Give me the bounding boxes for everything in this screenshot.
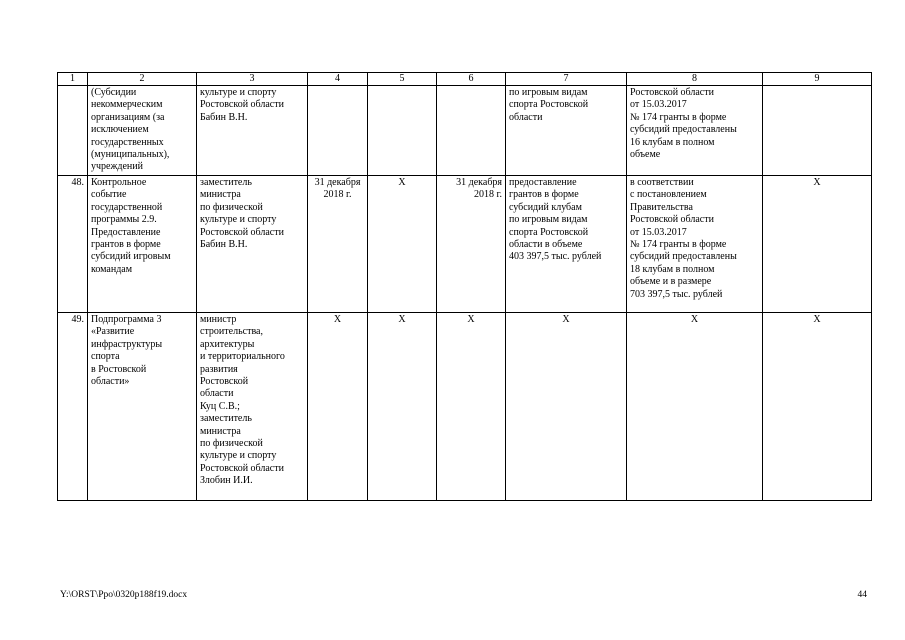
row-number: [58, 86, 88, 176]
page-number: 44: [857, 590, 867, 600]
responsible-person: министр строительства, архитектуры и территориального развития Ростовской области Куц С.В.; заместитель министра по физической культуре и спорту Ростовской области Злобин И.И.: [197, 313, 308, 501]
table-row: [58, 86, 872, 176]
event-name: (Субсидии некоммерческим организациям (за исключением государственных (муниципальных), учреждений: [88, 86, 197, 176]
actual-end-date: Х: [437, 313, 506, 501]
table-row: [58, 176, 872, 313]
actual-start-date: [368, 86, 437, 176]
column-number: 4: [308, 73, 368, 86]
actual-start-date: Х: [368, 176, 437, 313]
planned-result: Х: [506, 313, 627, 501]
column-number: 5: [368, 73, 437, 86]
table-row: [58, 313, 872, 501]
column-number: 3: [197, 73, 308, 86]
responsible-person: заместитель министра по физической культуре и спорту Ростовской области Бабин В.Н.: [197, 176, 308, 313]
program-events-table: [57, 72, 872, 501]
column-number: 8: [627, 73, 763, 86]
column-number: 7: [506, 73, 627, 86]
column-number: 2: [88, 73, 197, 86]
actual-result: Ростовской области от 15.03.2017 № 174 гранты в форме субсидий предоставлены 16 клубам в полном объеме: [627, 86, 763, 176]
planned-result: по игровым видам спорта Ростовской области: [506, 86, 627, 176]
deviation-reason: [763, 86, 872, 176]
actual-result: Х: [627, 313, 763, 501]
responsible-person: культуре и спорту Ростовской области Бабин В.Н.: [197, 86, 308, 176]
column-number-row: [58, 73, 872, 86]
planned-result: предоставление грантов в форме субсидий клубам по игровым видам спорта Ростовской области в объеме 403 397,5 тыс. рублей: [506, 176, 627, 313]
planned-date: 31 декабря 2018 г.: [308, 176, 368, 313]
planned-date: Х: [308, 313, 368, 501]
actual-start-date: Х: [368, 313, 437, 501]
deviation-reason: Х: [763, 313, 872, 501]
event-name: Подпрограмма 3 «Развитие инфраструктуры спорта в Ростовской области»: [88, 313, 197, 501]
column-number: 6: [437, 73, 506, 86]
column-number: 1: [58, 73, 88, 86]
actual-end-date: [437, 86, 506, 176]
row-number: 49.: [58, 313, 88, 501]
planned-date: [308, 86, 368, 176]
column-number: 9: [763, 73, 872, 86]
row-number: 48.: [58, 176, 88, 313]
actual-end-date: 31 декабря 2018 г.: [437, 176, 506, 313]
deviation-reason: Х: [763, 176, 872, 313]
actual-result: в соответствии с постановлением Правительства Ростовской области от 15.03.2017 № 174 гранты в форме субсидий предоставлены 18 клубам в полном объеме и в размере 703 397,5 тыс. рублей: [627, 176, 763, 313]
event-name: Контрольное событие государственной программы 2.9. Предоставление грантов в форме субсидий игровым командам: [88, 176, 197, 313]
document-file-path: Y:\ORST\Ppo\0320p188f19.docx: [60, 590, 188, 600]
